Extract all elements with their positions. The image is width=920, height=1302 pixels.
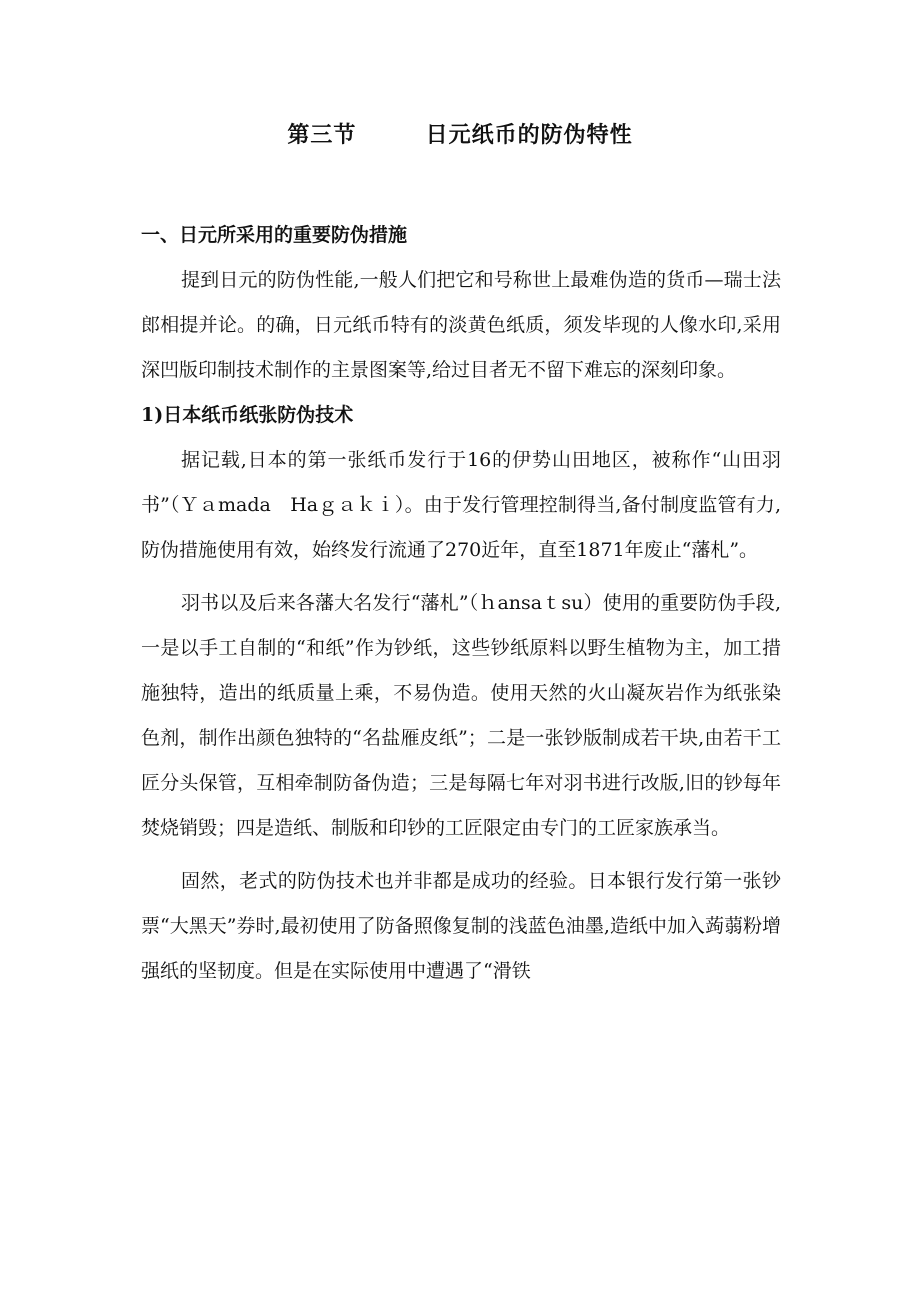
- paragraph: 羽书以及后来各藩大名发行“藩札”（ｈansaｔsu）使用的重要防伪手段,一是以手工自制的“和纸”作为钞纸，这些钞纸原料以野生植物为主，加工措施独特，造出的纸质量上乘，不易伪造。使用天然的火山凝灰岩作为纸张染色剂，制作出颜色独特的“名盐雁皮纸”；二是一张钞版制成若干块,由若干工匠分头保管，互相牵制防备伪造；三是每隔七年对羽书进行改版,旧的钞每年焚烧销毁；四是造纸、制版和印钞的工匠限定由专门的工匠家族承当。: [141, 592, 781, 839]
- document-body: [141, 213, 781, 994]
- subsection-heading: 1)日本纸币纸张防伪技术: [141, 404, 354, 426]
- section-heading: 一、日元所采用的重要防伪措施: [141, 224, 408, 246]
- page-title: 第三节 日元纸币的防伪特性: [287, 122, 633, 148]
- paragraph-gap: [141, 851, 781, 859]
- paragraph-gap: [141, 573, 781, 581]
- paragraph: 据记载,日本的第一张纸币发行于16的伊势山田地区，被称作“山田羽书”（Ｙａmada Haｇａｋｉ）。由于发行管理控制得当,备付制度监管有力,防伪措施使用有效，始终发行流通了270近年，直至1871年废止“藩札”。: [141, 449, 781, 561]
- paragraph: 提到日元的防伪性能,一般人们把它和号称世上最难伪造的货币—瑞士法郎相提并论。的确，日元纸币特有的淡黄色纸质，须发毕现的人像水印,采用深凹版印制技术制作的主景图案等,给过目者无不留下难忘的深刻印象。: [141, 269, 781, 381]
- paragraph: 固然，老式的防伪技术也并非都是成功的经验。日本银行发行第一张钞票“大黑天”券时,最初使用了防备照像复制的浅蓝色油墨,造纸中加入蒟蒻粉增强纸的坚韧度。但是在实际使用中遭遇了“滑铁: [141, 870, 781, 982]
